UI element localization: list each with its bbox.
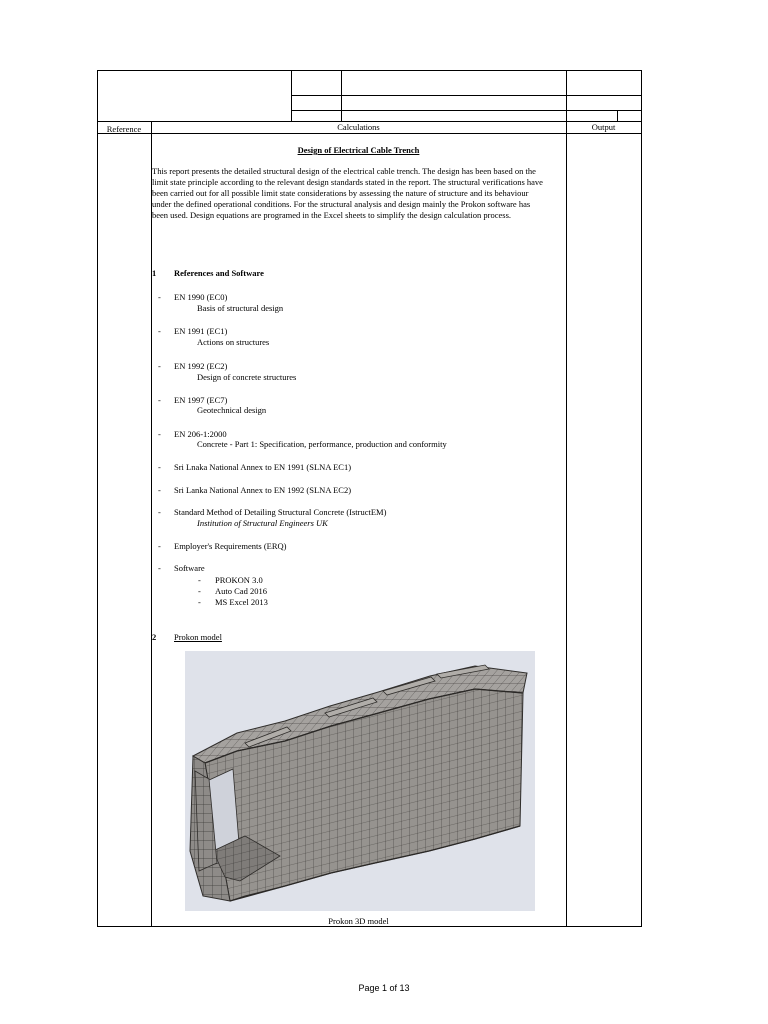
software-item: Auto Cad 2016 xyxy=(215,586,267,596)
reference-description: Geotechnical design xyxy=(197,405,267,415)
header-row-line-1 xyxy=(291,95,641,96)
figure-caption: Prokon 3D model xyxy=(328,916,389,926)
reference-description: Institution of Structural Engineers UK xyxy=(197,518,328,528)
reference-description: Actions on structures xyxy=(197,337,270,347)
reference-code: EN 1991 (EC1) xyxy=(174,326,228,336)
reference-description: Concrete - Part 1: Specification, performance, production and conformity xyxy=(197,439,447,449)
reference-code: Sri Lnaka National Annex to EN 1991 (SLNA EC1) xyxy=(174,462,352,472)
intro-paragraph xyxy=(152,166,542,221)
reference-code: EN 206-1:2000 xyxy=(174,429,227,439)
intro-line: been used. Design equations are programed in the Excel sheets to simplify the design calculation process. xyxy=(152,210,512,220)
reference-column-divider xyxy=(151,121,152,927)
reference-description: Design of concrete structures xyxy=(197,372,297,382)
intro-line: been carried out for all possible limit state considerations by assessing the nature of structure and its behaviour xyxy=(152,188,529,198)
software-item: PROKON 3.0 xyxy=(215,575,263,585)
intro-line: This report presents the detailed structural design of the electrical cable trench. The design has been based on the xyxy=(152,166,536,176)
list-bullet: - xyxy=(198,586,201,596)
reference-code: EN 1997 (EC7) xyxy=(174,395,228,405)
header-small-divider xyxy=(617,110,618,121)
list-bullet: - xyxy=(198,575,201,585)
intro-line: limit state principle according to the relevant design standards stated in the report. The structural verifications have xyxy=(152,177,543,187)
prokon-3d-model-figure xyxy=(185,651,535,911)
software-item: MS Excel 2013 xyxy=(215,597,268,607)
reference-code: Employer's Requirements (ERQ) xyxy=(174,541,287,551)
list-bullet: - xyxy=(158,507,161,517)
page-number: Page 1 of 13 xyxy=(358,983,410,993)
section-1-title: References and Software xyxy=(174,268,264,278)
list-bullet: - xyxy=(158,326,161,336)
intro-line: under the defined operational conditions. For the structural analysis and design mainly the Prokon software has xyxy=(152,199,531,209)
list-bullet: - xyxy=(158,292,161,302)
list-bullet: - xyxy=(158,361,161,371)
list-bullet: - xyxy=(158,462,161,472)
reference-code: Standard Method of Detailing Structural Concrete (IstructEM) xyxy=(174,507,387,517)
section-2-title: Prokon model xyxy=(174,632,222,642)
reference-code: EN 1990 (EC0) xyxy=(174,292,228,302)
output-column-divider xyxy=(566,121,567,927)
reference-code: EN 1992 (EC2) xyxy=(174,361,228,371)
column-header-bottom-line xyxy=(97,133,642,134)
frame-right xyxy=(641,70,642,927)
list-bullet: - xyxy=(198,597,201,607)
list-bullet: - xyxy=(158,395,161,405)
calculations-column-label: Calculations xyxy=(337,122,380,132)
cable-trench-mesh-illustration xyxy=(185,651,535,911)
header-row-line-2 xyxy=(291,110,641,111)
reference-description: Basis of structural design xyxy=(197,303,284,313)
list-bullet: - xyxy=(158,429,161,439)
reference-code: Sri Lanka National Annex to EN 1992 (SLNA EC2) xyxy=(174,485,352,495)
document-title: Design of Electrical Cable Trench xyxy=(297,145,420,155)
section-1-number: 1 xyxy=(152,268,157,278)
list-bullet: - xyxy=(158,485,161,495)
list-bullet: - xyxy=(158,541,161,551)
reference-column-label: Reference xyxy=(106,124,142,134)
frame-top xyxy=(97,70,642,71)
frame-left xyxy=(97,70,98,927)
software-label: Software xyxy=(174,563,205,573)
output-column-label: Output xyxy=(591,122,616,132)
list-bullet: - xyxy=(158,563,161,573)
section-2-number: 2 xyxy=(152,632,157,642)
